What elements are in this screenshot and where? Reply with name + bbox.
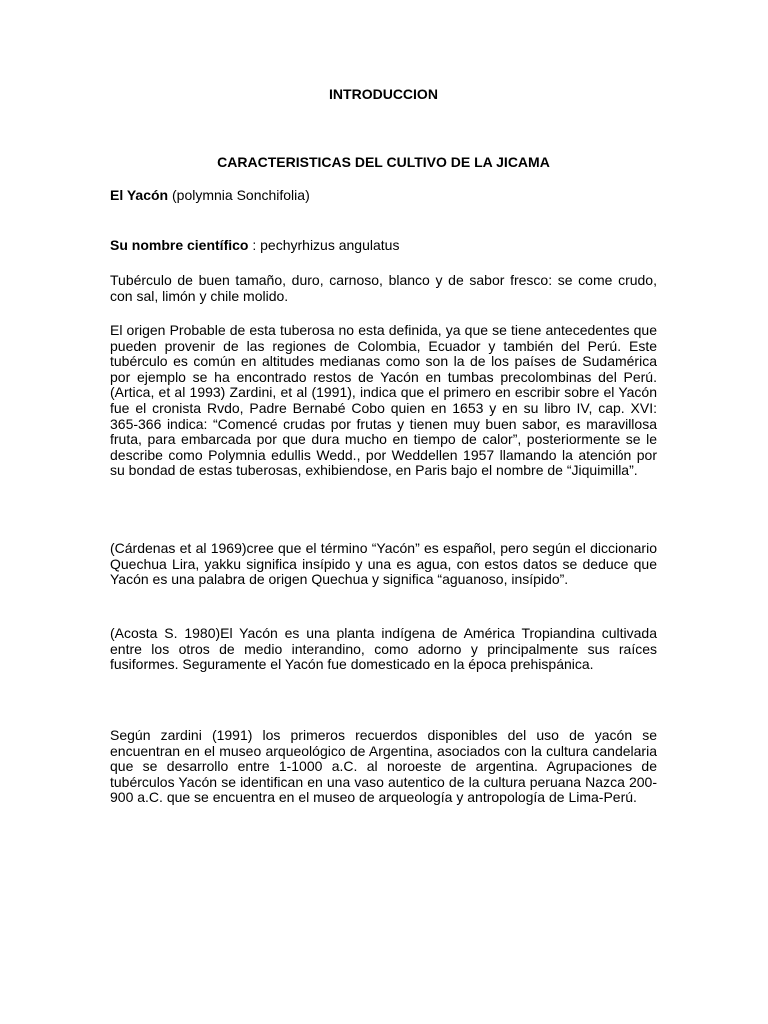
- scientific-name-line: [110, 238, 657, 254]
- scientific-value: : pechyrhizus angulatus: [248, 237, 400, 253]
- paragraph-description: Tubérculo de buen tamaño, duro, carnoso, blanco y de sabor fresco: se come crudo, con sal, limón y chile molido.: [110, 272, 657, 304]
- yacon-label: El Yacón: [110, 187, 169, 203]
- paragraph-origin: El origen Probable de esta tuberosa no esta definida, ya que se tiene antecedentes que pueden provenir de las regiones de Colombia, Ecuador y también del Perú. Este tubérculo es común en altitudes medianas como son la de los países de Sudamérica por ejemplo se ha encontrado restos de Yacón en tumbas precolombinas del Perú. (Artica, et al 1993) Zardini, et al (1991), indica que el primero en escribir sobre el Yacón fue el cronista Rvdo, Padre Bernabé Cobo quien en 1653 y en su libro IV, cap. XVI: 365-366 indica: “Comencé crudas por frutas y tienen muy buen sabor, es maravillosa fruta, para embarcada por que dura mucho en tiempo de calor”, posteriormente se le describe como Polymnia edullis Wedd., por Weddellen 1957 llamando la atención por su bondad de estas tuberosas, exhibiendose, en Paris bajo el nombre de “Jiquimilla”.: [110, 322, 657, 479]
- yacon-value: (polymnia Sonchifolia): [168, 187, 310, 203]
- paragraph-acosta: (Acosta S. 1980)El Yacón es una planta indígena de América Tropiandina cultivada entre los otros de medio interandino, como adorno y principalmente sus raíces fusiformes. Seguramente el Yacón fue domesticado en la época prehispánica.: [110, 625, 657, 673]
- paragraph-etymology: (Cárdenas et al 1969)cree que el término “Yacón” es español, pero según el diccionario Quechua Lira, yakku significa insípido y una es agua, con estos datos se deduce que Yacón es una palabra de origen Quechua y significa “aguanoso, insípido”.: [110, 540, 657, 588]
- scientific-label: Su nombre científico: [110, 237, 249, 253]
- paragraph-zardini: Según zardini (1991) los primeros recuerdos disponibles del uso de yacón se encuentran en el museo arqueológico de Argentina, asociados con la cultura candelaria que se desarrollo entre 1-1000 a.C. al noroeste de argentina. Agrupaciones de tubérculos Yacón se identifican en una vaso autentico de la cultura peruana Nazca 200-900 a.C. que se encuentra en el museo de arqueología y antropología de Lima-Perú.: [110, 727, 657, 806]
- yacon-line: [110, 188, 657, 204]
- document-title: INTRODUCCION: [329, 86, 438, 102]
- document-subtitle: CARACTERISTICAS DEL CULTIVO DE LA JICAMA: [217, 154, 550, 170]
